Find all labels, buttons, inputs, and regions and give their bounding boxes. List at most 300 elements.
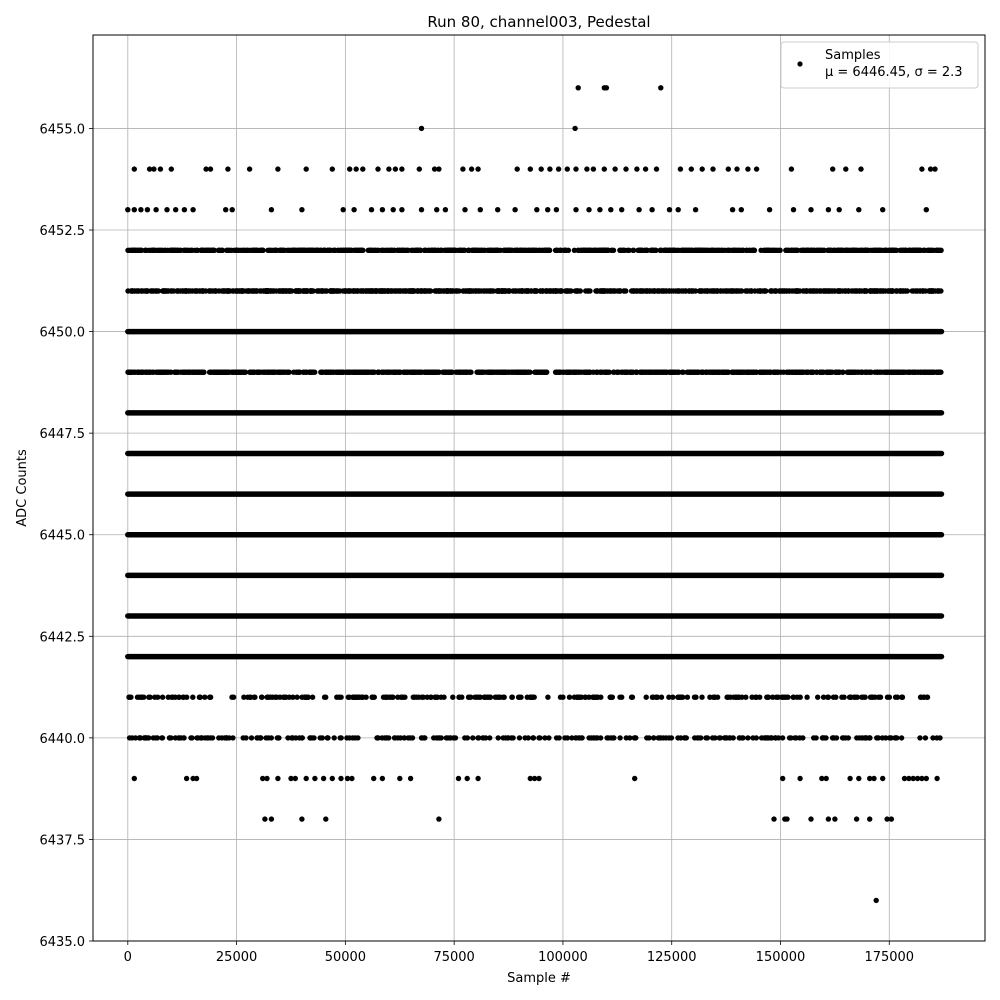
- data-point: [386, 166, 391, 171]
- data-point: [321, 776, 326, 781]
- data-point: [823, 288, 828, 293]
- data-point: [846, 288, 851, 293]
- data-point: [339, 248, 344, 253]
- x-tick-label: 175000: [864, 950, 915, 965]
- data-point: [293, 776, 298, 781]
- data-point: [248, 370, 253, 375]
- data-point: [523, 288, 528, 293]
- data-point: [825, 695, 830, 700]
- data-point: [241, 695, 246, 700]
- data-point: [600, 288, 605, 293]
- data-point: [494, 248, 499, 253]
- data-point: [762, 735, 767, 740]
- data-point: [800, 735, 805, 740]
- data-point: [633, 735, 638, 740]
- data-point: [419, 126, 424, 131]
- data-point: [269, 248, 274, 253]
- data-point: [839, 248, 844, 253]
- data-point: [843, 248, 848, 253]
- data-point: [642, 248, 647, 253]
- data-point: [847, 776, 852, 781]
- data-point: [189, 370, 194, 375]
- data-point: [848, 370, 853, 375]
- legend: [781, 42, 978, 88]
- data-point: [676, 695, 681, 700]
- data-point: [344, 735, 349, 740]
- data-point: [588, 248, 593, 253]
- data-point: [646, 735, 651, 740]
- data-point: [784, 816, 789, 821]
- data-point: [934, 735, 939, 740]
- data-point: [737, 735, 742, 740]
- data-point: [832, 816, 837, 821]
- data-point: [248, 695, 253, 700]
- data-point: [208, 735, 213, 740]
- y-tick-label: 6437.5: [39, 833, 85, 849]
- data-point: [436, 816, 441, 821]
- data-point: [255, 370, 260, 375]
- data-point: [481, 370, 486, 375]
- data-point: [884, 370, 889, 375]
- data-point: [754, 735, 759, 740]
- data-point: [434, 207, 439, 212]
- data-point: [745, 370, 750, 375]
- data-point: [632, 776, 637, 781]
- data-point: [620, 370, 625, 375]
- data-point: [830, 735, 835, 740]
- data-point: [651, 735, 656, 740]
- data-point: [473, 288, 478, 293]
- data-point: [253, 288, 258, 293]
- data-point: [308, 288, 313, 293]
- data-point: [619, 207, 624, 212]
- data-point: [791, 207, 796, 212]
- data-point: [611, 735, 616, 740]
- data-point: [647, 288, 652, 293]
- legend-marker: [797, 61, 802, 66]
- data-point: [240, 288, 245, 293]
- data-point: [324, 288, 329, 293]
- data-point: [478, 207, 483, 212]
- data-point: [501, 735, 506, 740]
- data-point: [398, 695, 403, 700]
- data-point: [762, 370, 767, 375]
- data-point: [912, 248, 917, 253]
- data-point: [891, 370, 896, 375]
- data-point: [564, 288, 569, 293]
- data-point: [534, 288, 539, 293]
- data-point: [519, 248, 524, 253]
- data-point: [573, 166, 578, 171]
- data-point: [419, 207, 424, 212]
- data-point: [353, 370, 358, 375]
- data-point: [323, 816, 328, 821]
- data-point: [623, 288, 628, 293]
- data-point: [586, 207, 591, 212]
- data-point: [700, 166, 705, 171]
- data-point: [249, 735, 254, 740]
- data-point: [223, 207, 228, 212]
- data-point: [263, 370, 268, 375]
- data-point: [326, 370, 331, 375]
- data-point: [598, 695, 603, 700]
- data-point: [443, 207, 448, 212]
- data-point: [738, 288, 743, 293]
- data-point: [530, 735, 535, 740]
- data-point: [556, 166, 561, 171]
- data-point: [296, 288, 301, 293]
- data-point: [699, 695, 704, 700]
- data-point: [277, 248, 282, 253]
- data-point: [862, 695, 867, 700]
- data-point: [214, 370, 219, 375]
- data-point: [876, 248, 881, 253]
- data-point: [253, 248, 258, 253]
- data-point: [318, 735, 323, 740]
- y-tick-label: 6452.5: [39, 224, 85, 240]
- data-point: [514, 370, 519, 375]
- x-tick-label: 150000: [755, 950, 806, 965]
- data-point: [299, 816, 304, 821]
- data-point: [773, 288, 778, 293]
- data-point: [874, 898, 879, 903]
- data-point: [245, 248, 250, 253]
- data-point: [153, 735, 158, 740]
- data-point: [491, 370, 496, 375]
- data-point: [399, 248, 404, 253]
- data-point: [662, 248, 667, 253]
- data-point: [670, 370, 675, 375]
- data-point: [203, 735, 208, 740]
- y-tick-label: 6447.5: [39, 427, 85, 443]
- data-point: [277, 695, 282, 700]
- data-point: [435, 288, 440, 293]
- data-point: [693, 248, 698, 253]
- data-point: [506, 735, 511, 740]
- data-point: [135, 695, 140, 700]
- data-point: [307, 735, 312, 740]
- data-point: [608, 207, 613, 212]
- data-point: [583, 288, 588, 293]
- data-point: [283, 695, 288, 700]
- data-point: [346, 695, 351, 700]
- data-point: [734, 695, 739, 700]
- data-point: [320, 370, 325, 375]
- data-point: [900, 695, 905, 700]
- data-point: [144, 735, 149, 740]
- data-point: [693, 207, 698, 212]
- data-point: [278, 370, 283, 375]
- data-point: [682, 735, 687, 740]
- x-tick-label: 25000: [215, 950, 258, 965]
- data-point: [526, 735, 531, 740]
- data-point: [836, 288, 841, 293]
- data-point: [495, 207, 500, 212]
- data-point: [285, 370, 290, 375]
- data-point: [573, 207, 578, 212]
- data-point: [812, 288, 817, 293]
- data-point: [510, 735, 515, 740]
- data-point: [837, 207, 842, 212]
- data-point: [450, 370, 455, 375]
- data-point: [826, 816, 831, 821]
- data-point: [456, 776, 461, 781]
- data-point: [808, 207, 813, 212]
- data-point: [582, 695, 587, 700]
- data-point: [786, 370, 791, 375]
- y-axis-label: ADC Counts: [15, 449, 30, 527]
- data-point: [725, 695, 730, 700]
- data-point: [332, 735, 337, 740]
- data-point: [868, 370, 873, 375]
- data-point: [433, 248, 438, 253]
- data-point: [851, 248, 856, 253]
- data-point: [854, 816, 859, 821]
- data-point: [289, 735, 294, 740]
- data-point: [137, 370, 142, 375]
- data-point: [894, 248, 899, 253]
- data-point: [304, 166, 309, 171]
- data-point: [135, 248, 140, 253]
- data-point: [678, 166, 683, 171]
- data-point: [843, 735, 848, 740]
- data-point: [589, 735, 594, 740]
- data-point: [768, 288, 773, 293]
- data-point: [576, 85, 581, 90]
- data-point: [591, 166, 596, 171]
- data-point: [608, 288, 613, 293]
- legend-entry-stats: μ = 6446.45, σ = 2.3: [825, 65, 963, 80]
- data-point: [447, 248, 452, 253]
- data-point: [496, 735, 501, 740]
- data-point: [611, 248, 616, 253]
- x-tick-label: 100000: [538, 950, 588, 965]
- data-point: [774, 370, 779, 375]
- data-point: [745, 735, 750, 740]
- data-point: [417, 166, 422, 171]
- data-point: [769, 735, 774, 740]
- data-point: [722, 248, 727, 253]
- data-point: [462, 207, 467, 212]
- data-point: [180, 370, 185, 375]
- data-point: [269, 816, 274, 821]
- data-point: [604, 85, 609, 90]
- data-point: [377, 288, 382, 293]
- data-point: [725, 288, 730, 293]
- data-point: [169, 288, 174, 293]
- data-point: [429, 370, 434, 375]
- data-point: [789, 248, 794, 253]
- data-point: [444, 735, 449, 740]
- data-point: [488, 695, 493, 700]
- data-point: [195, 248, 200, 253]
- data-point: [626, 248, 631, 253]
- data-point: [194, 776, 199, 781]
- data-point: [325, 735, 330, 740]
- data-point: [629, 370, 634, 375]
- data-point: [164, 288, 169, 293]
- data-point: [330, 166, 335, 171]
- x-tick-label: 125000: [646, 950, 697, 965]
- data-point: [461, 370, 466, 375]
- data-point: [300, 248, 305, 253]
- x-axis-label: Sample #: [507, 971, 571, 986]
- data-point: [894, 735, 899, 740]
- data-point: [734, 166, 739, 171]
- data-point: [541, 370, 546, 375]
- data-point: [635, 248, 640, 253]
- data-point: [133, 735, 138, 740]
- data-point: [739, 695, 744, 700]
- data-point: [652, 288, 657, 293]
- data-point: [330, 776, 335, 781]
- data-point: [188, 735, 193, 740]
- data-point: [485, 248, 490, 253]
- data-point: [658, 85, 663, 90]
- data-point: [547, 166, 552, 171]
- data-point: [262, 816, 267, 821]
- data-point: [180, 288, 185, 293]
- data-point: [654, 695, 659, 700]
- data-point: [462, 735, 467, 740]
- data-point: [512, 207, 517, 212]
- data-point: [418, 288, 423, 293]
- data-point: [777, 248, 782, 253]
- data-point: [558, 695, 563, 700]
- data-point: [132, 776, 137, 781]
- data-point: [815, 248, 820, 253]
- data-point: [923, 735, 928, 740]
- data-point: [931, 288, 936, 293]
- data-point: [380, 207, 385, 212]
- data-point: [804, 695, 809, 700]
- data-point: [370, 695, 375, 700]
- data-point: [745, 166, 750, 171]
- data-point: [893, 695, 898, 700]
- data-point: [779, 695, 784, 700]
- data-point: [747, 288, 752, 293]
- data-point: [868, 695, 873, 700]
- data-point: [167, 735, 172, 740]
- data-point: [676, 207, 681, 212]
- data-point: [600, 248, 605, 253]
- data-point: [335, 370, 340, 375]
- data-point: [379, 370, 384, 375]
- data-point: [609, 695, 614, 700]
- data-point: [231, 695, 236, 700]
- data-point: [567, 695, 572, 700]
- data-point: [661, 370, 666, 375]
- data-point: [649, 207, 654, 212]
- data-point: [152, 288, 157, 293]
- data-point: [397, 370, 402, 375]
- data-point: [689, 288, 694, 293]
- data-point: [399, 166, 404, 171]
- data-point: [559, 288, 564, 293]
- data-point: [164, 207, 169, 212]
- data-point: [431, 735, 436, 740]
- data-point: [223, 735, 228, 740]
- y-tick-label: 6442.5: [39, 630, 85, 646]
- data-point: [872, 695, 877, 700]
- data-point: [219, 370, 224, 375]
- data-point: [352, 248, 357, 253]
- data-point: [591, 695, 596, 700]
- data-point: [408, 776, 413, 781]
- data-point: [546, 735, 551, 740]
- data-point: [319, 288, 324, 293]
- y-tick-label: 6435.0: [39, 935, 85, 950]
- data-point: [871, 776, 876, 781]
- data-point: [354, 166, 359, 171]
- data-point: [359, 288, 364, 293]
- data-point: [830, 166, 835, 171]
- data-point: [788, 735, 793, 740]
- data-point: [686, 370, 691, 375]
- data-point: [794, 735, 799, 740]
- data-point: [921, 248, 926, 253]
- data-point: [412, 695, 417, 700]
- data-point: [650, 695, 655, 700]
- data-point: [194, 735, 199, 740]
- data-point: [624, 735, 629, 740]
- data-point: [510, 288, 515, 293]
- data-point: [361, 370, 366, 375]
- data-point: [422, 370, 427, 375]
- data-point: [617, 735, 622, 740]
- data-point: [206, 248, 211, 253]
- data-point: [190, 695, 195, 700]
- data-point: [834, 370, 839, 375]
- data-point: [736, 248, 741, 253]
- data-point: [921, 695, 926, 700]
- data-point: [213, 288, 218, 293]
- data-point: [619, 695, 624, 700]
- data-point: [915, 288, 920, 293]
- data-point: [360, 166, 365, 171]
- data-point: [216, 735, 221, 740]
- data-point: [303, 288, 308, 293]
- data-point: [252, 695, 257, 700]
- data-point: [340, 370, 345, 375]
- data-point: [169, 166, 174, 171]
- data-point: [731, 735, 736, 740]
- data-point: [859, 370, 864, 375]
- data-point: [726, 370, 731, 375]
- data-point: [880, 207, 885, 212]
- data-point: [899, 288, 904, 293]
- data-point: [393, 166, 398, 171]
- data-point: [275, 735, 280, 740]
- data-point: [750, 370, 755, 375]
- data-point: [299, 207, 304, 212]
- data-point: [527, 248, 532, 253]
- data-point: [595, 735, 600, 740]
- data-point: [683, 288, 688, 293]
- data-point: [406, 735, 411, 740]
- data-point: [375, 166, 380, 171]
- data-point: [880, 288, 885, 293]
- data-point: [894, 288, 899, 293]
- data-point: [309, 370, 314, 375]
- data-point: [693, 695, 698, 700]
- data-point: [515, 166, 520, 171]
- data-point: [917, 735, 922, 740]
- data-point: [654, 370, 659, 375]
- data-point: [762, 288, 767, 293]
- data-point: [694, 370, 699, 375]
- data-point: [128, 370, 133, 375]
